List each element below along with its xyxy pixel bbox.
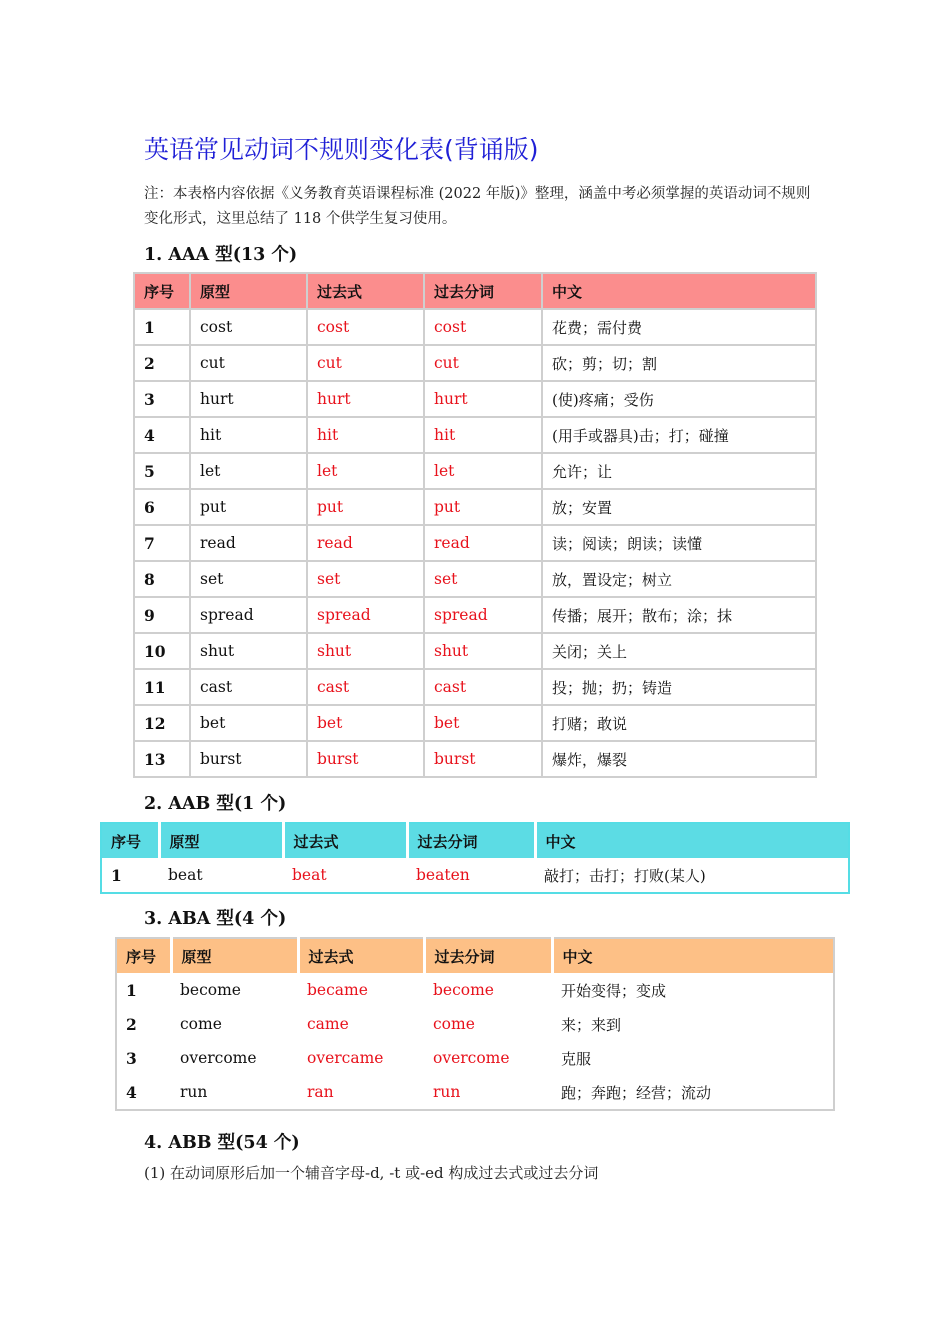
table-row (134, 597, 816, 633)
cell-pp: cost (424, 309, 542, 345)
header-pp: 过去分词 (407, 823, 535, 858)
cell-cn: 打赌；敢说 (542, 705, 816, 741)
cell-num: 2 (126, 1014, 137, 1034)
cell-num: 5 (134, 453, 190, 489)
cell-past: read (307, 525, 424, 561)
cell-pp: become (433, 981, 494, 999)
cell-past: hurt (307, 381, 424, 417)
section-heading-aba: 3. ABA 型(4 个) (144, 909, 287, 929)
cell-base: spread (190, 597, 307, 633)
cell-cn: 砍；剪；切；割 (542, 345, 816, 381)
cell-cn: 传播；展开；散布；涂；抹 (542, 597, 816, 633)
table-row (116, 1041, 834, 1075)
header-base: 原型 (171, 938, 298, 973)
header-num: 序号 (116, 938, 171, 973)
cell-pp: overcome (433, 1049, 510, 1067)
header-pp: 过去分词 (424, 273, 542, 309)
cell-cn: 跑；奔跑；经营；流动 (561, 1083, 712, 1102)
cell-past: cut (307, 345, 424, 381)
cell-past: came (307, 1015, 349, 1033)
cell-num: 13 (134, 741, 190, 777)
cell-base: set (190, 561, 307, 597)
cell-num: 12 (134, 705, 190, 741)
cell-pp: beaten (416, 866, 470, 884)
aab-table (100, 822, 850, 894)
table-row (134, 489, 816, 525)
cell-past: hit (307, 417, 424, 453)
cell-base: become (180, 981, 241, 999)
table-row (134, 705, 816, 741)
aaa-table (133, 272, 817, 778)
intro-note: 注：本表格内容依据《义务教育英语课程标准 (2022 年版)》整理，涵盖中考必须掌握的英语动词不规则变化形式，这里总结了 118 个供学生复习使用。 (144, 186, 811, 227)
page-title: 英语常见动词不规则变化表(背诵版) (144, 135, 539, 164)
cell-cn: 花费；需付费 (542, 309, 816, 345)
cell-pp: come (433, 1015, 475, 1033)
cell-num: 1 (126, 980, 137, 1000)
cell-num: 7 (134, 525, 190, 561)
cell-past: beat (292, 866, 327, 884)
cell-pp: set (424, 561, 542, 597)
cell-past: set (307, 561, 424, 597)
cell-base: hit (190, 417, 307, 453)
cell-past: cast (307, 669, 424, 705)
cell-past: shut (307, 633, 424, 669)
table-row (116, 1075, 834, 1110)
table-row (116, 973, 834, 1007)
table-row (134, 669, 816, 705)
header-cn: 中文 (542, 273, 816, 309)
cell-cn: 放，置设定；树立 (542, 561, 816, 597)
cell-pp: shut (424, 633, 542, 669)
cell-base: come (180, 1015, 222, 1033)
cell-num: 4 (134, 417, 190, 453)
cell-cn: 敲打；击打；打败(某人) (544, 866, 706, 885)
cell-pp: burst (424, 741, 542, 777)
cell-cn: 爆炸，爆裂 (542, 741, 816, 777)
table-header-row (134, 273, 816, 309)
cell-past: spread (307, 597, 424, 633)
cell-past: burst (307, 741, 424, 777)
table-row (134, 417, 816, 453)
table-header-row (116, 938, 834, 973)
cell-pp: hit (424, 417, 542, 453)
cell-num: 8 (134, 561, 190, 597)
cell-base: cut (190, 345, 307, 381)
cell-pp: let (424, 453, 542, 489)
cell-base: overcome (180, 1049, 257, 1067)
table-row (134, 525, 816, 561)
header-base: 原型 (190, 273, 307, 309)
cell-num: 10 (134, 633, 190, 669)
cell-pp: read (424, 525, 542, 561)
cell-base: cost (190, 309, 307, 345)
table-row (134, 561, 816, 597)
section-heading-abb: 4. ABB 型(54 个) (144, 1133, 300, 1153)
cell-num: 2 (134, 345, 190, 381)
cell-num: 9 (134, 597, 190, 633)
cell-base: hurt (190, 381, 307, 417)
cell-num: 11 (134, 669, 190, 705)
table-row (116, 1007, 834, 1041)
aba-table (115, 937, 835, 1111)
cell-base: run (180, 1083, 208, 1101)
section-heading-aab: 2. AAB 型(1 个) (144, 794, 287, 814)
cell-pp: run (433, 1083, 461, 1101)
cell-num: 1 (134, 309, 190, 345)
cell-past: became (307, 981, 368, 999)
table-row (134, 345, 816, 381)
cell-base: read (190, 525, 307, 561)
cell-past: let (307, 453, 424, 489)
cell-num: 3 (134, 381, 190, 417)
header-cn: 中文 (562, 947, 593, 966)
cell-num: 3 (126, 1048, 137, 1068)
cell-cn: 克服 (561, 1049, 592, 1068)
table-row (101, 858, 849, 893)
cell-cn: 允许；让 (542, 453, 816, 489)
cell-pp: cut (424, 345, 542, 381)
cell-cn: 关闭；关上 (542, 633, 816, 669)
cell-base: let (190, 453, 307, 489)
cell-base: put (190, 489, 307, 525)
header-num: 序号 (134, 273, 190, 309)
header-base: 原型 (159, 823, 283, 858)
header-cn: 中文 (545, 832, 576, 851)
header-pp: 过去分词 (424, 938, 552, 973)
cell-cn: (用手或器具)击；打；碰撞 (542, 417, 816, 453)
table-header-row (101, 823, 849, 858)
header-past: 过去式 (283, 823, 407, 858)
cell-past: bet (307, 705, 424, 741)
cell-pp: bet (424, 705, 542, 741)
cell-cn: 读；阅读；朗读；读懂 (542, 525, 816, 561)
cell-past: cost (307, 309, 424, 345)
cell-base: shut (190, 633, 307, 669)
table-row (134, 633, 816, 669)
cell-cn: 开始变得；变成 (561, 981, 667, 1000)
table-row (134, 309, 816, 345)
cell-base: burst (190, 741, 307, 777)
cell-cn: 投；抛；扔；铸造 (542, 669, 816, 705)
cell-pp: spread (424, 597, 542, 633)
header-num: 序号 (101, 823, 159, 858)
cell-base: bet (190, 705, 307, 741)
table-row (134, 453, 816, 489)
table-row (134, 381, 816, 417)
cell-num: 1 (111, 865, 122, 885)
cell-past: overcame (307, 1049, 384, 1067)
header-past: 过去式 (307, 273, 424, 309)
cell-pp: put (424, 489, 542, 525)
abb-subheading: (1) 在动词原形后加一个辅音字母-d, -t 或-ed 构成过去式或过去分词 (144, 1164, 599, 1182)
cell-cn: 放；安置 (542, 489, 816, 525)
cell-past: ran (307, 1083, 334, 1101)
cell-cn: 来；来到 (561, 1015, 622, 1034)
cell-pp: cast (424, 669, 542, 705)
table-row (134, 741, 816, 777)
cell-cn: (使)疼痛；受伤 (542, 381, 816, 417)
cell-past: put (307, 489, 424, 525)
section-heading-aaa: 1. AAA 型(13 个) (144, 245, 298, 265)
cell-pp: hurt (424, 381, 542, 417)
cell-base: beat (168, 866, 203, 884)
cell-num: 6 (134, 489, 190, 525)
header-past: 过去式 (298, 938, 424, 973)
cell-num: 4 (126, 1082, 137, 1102)
cell-base: cast (190, 669, 307, 705)
